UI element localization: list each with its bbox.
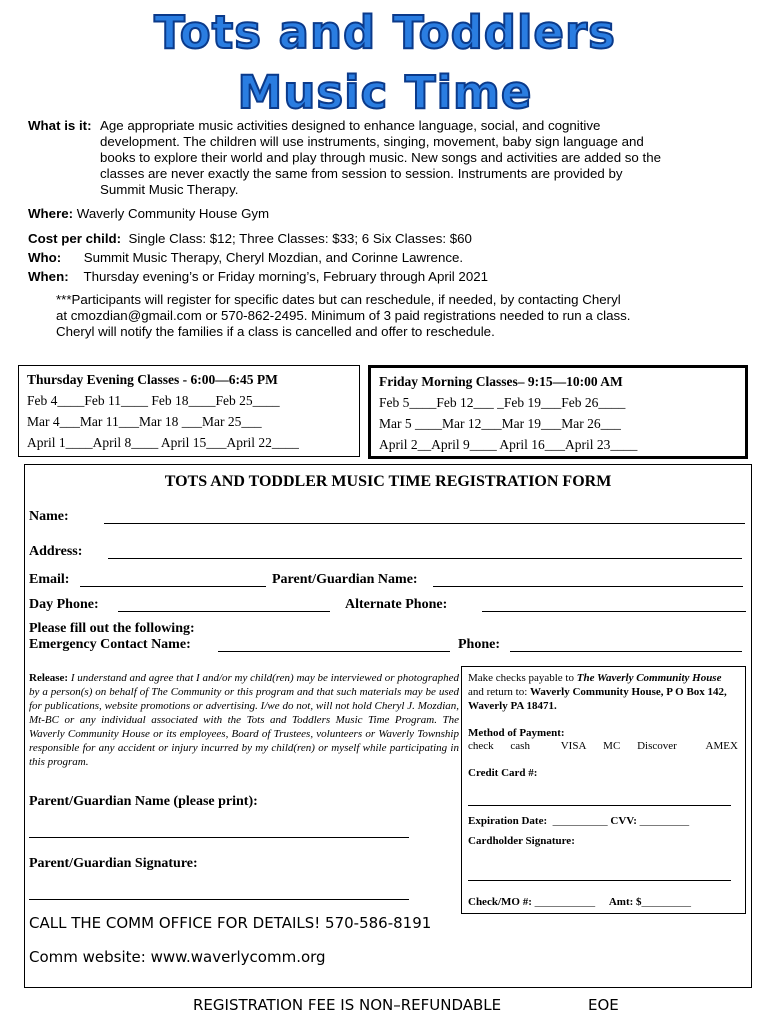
friday-row-feb[interactable]: Feb 5____Feb 12___ _Feb 19___Feb 26____ bbox=[379, 395, 626, 410]
address-label: Address: bbox=[29, 544, 83, 559]
credit-card-field[interactable] bbox=[468, 805, 731, 806]
thursday-row-apr[interactable]: April 1____April 8____ April 15___April 22____ bbox=[27, 435, 299, 450]
page-title-line2: Music Time bbox=[237, 66, 533, 119]
day-phone-field[interactable] bbox=[118, 611, 330, 612]
check-mo-field[interactable]: ___________ bbox=[534, 896, 596, 908]
payment-methods bbox=[468, 739, 738, 753]
cardholder-label: Cardholder Signature: bbox=[468, 835, 575, 847]
expiration-line: Expiration Date: __________ CVV: _________ bbox=[468, 815, 690, 827]
non-refundable-notice: REGISTRATION FEE IS NON–REFUNDABLE bbox=[193, 996, 502, 1014]
parent-name-field[interactable] bbox=[433, 586, 743, 587]
what-label: What is it: bbox=[28, 118, 92, 133]
method-label: Method of Payment: bbox=[468, 727, 565, 739]
thursday-schedule-box bbox=[18, 365, 360, 457]
email-label: Email: bbox=[29, 572, 70, 587]
address-field[interactable] bbox=[108, 558, 742, 559]
cvv-field[interactable]: _________ bbox=[639, 815, 690, 827]
method-visa[interactable]: VISA bbox=[560, 740, 587, 752]
expiration-field[interactable]: __________ bbox=[552, 815, 608, 827]
form-title: TOTS AND TODDLER MUSIC TIME REGISTRATION FORM bbox=[164, 473, 612, 490]
release-text: Release: I understand and agree that I and/or my child(ren) may be interviewed or photographed by a person(s) on behalf of The Community or this program and that such materials may be used for publications, website promotions or advertising. I/we do not, will not hold Cheryl J. Mozdian, Mt-BC or any individual associated with the Tots and Toddlers Music Time Program. The Waverly Community House or its employees, Board of Trustees, volunteers or Waverly Township responsible for any accident or injury incurred by my child(ren) or myself while participating in this program. bbox=[29, 672, 460, 768]
print-name-label: Parent/Guardian Name (please print): bbox=[29, 794, 258, 809]
emergency-name-field[interactable] bbox=[218, 651, 450, 652]
print-name-field[interactable] bbox=[29, 837, 409, 838]
method-mc[interactable]: MC bbox=[603, 740, 621, 752]
who-line: Who: Summit Music Therapy, Cheryl Mozdian, and Corinne Lawrence. bbox=[28, 250, 464, 265]
cost-line: Cost per child: Single Class: $12; Three Classes: $33; 6 Six Classes: $60 bbox=[28, 231, 472, 246]
signature-label: Parent/Guardian Signature: bbox=[29, 856, 198, 871]
day-phone-label: Day Phone: bbox=[29, 597, 99, 612]
thursday-row-mar[interactable]: Mar 4___Mar 11___Mar 18 ___Mar 25___ bbox=[27, 414, 262, 429]
check-mo-line: Check/MO #: ___________ Amt: $_________ bbox=[468, 896, 692, 908]
page-title-line1: Tots and Toddlers bbox=[154, 6, 616, 59]
what-text: Age appropriate music activities designed to enhance language, social, and cognitive development. The children will use instruments, singing, movement, baby sign language and books to explore their world and play through music. New songs and activities are added so the classes are never exactly the same from session to session. Instruments are provided by Summit Music Therapy. bbox=[100, 118, 662, 197]
thursday-header: Thursday Evening Classes - 6:00—6:45 PM bbox=[27, 372, 278, 387]
emergency-instruction: Please fill out the following: bbox=[29, 621, 195, 636]
call-office-text: CALL THE COMM OFFICE FOR DETAILS! 570-586-8191 bbox=[29, 914, 432, 932]
name-label: Name: bbox=[29, 509, 69, 524]
credit-card-label: Credit Card #: bbox=[468, 767, 538, 779]
cardholder-signature-field[interactable] bbox=[468, 880, 731, 881]
thursday-row-feb[interactable]: Feb 4____Feb 11____ Feb 18____Feb 25____ bbox=[27, 393, 280, 408]
eoe-notice: EOE bbox=[588, 996, 619, 1014]
note-line3: Cheryl will notify the families if a class is cancelled and offer to reschedule. bbox=[56, 324, 495, 339]
note-line2: at cmozdian@gmail.com or 570-862-2495. Minimum of 3 paid registrations needed to run a class. bbox=[56, 308, 631, 323]
friday-schedule-box bbox=[368, 365, 748, 459]
method-cash[interactable]: cash bbox=[510, 740, 530, 752]
method-discover[interactable]: Discover bbox=[637, 740, 677, 752]
name-field[interactable] bbox=[104, 523, 745, 524]
emergency-phone-label: Phone: bbox=[458, 637, 500, 652]
friday-header: Friday Morning Classes– 9:15—10:00 AM bbox=[379, 374, 623, 389]
emergency-name-label: Emergency Contact Name: bbox=[29, 637, 191, 652]
friday-row-mar[interactable]: Mar 5 ____Mar 12___Mar 19___Mar 26___ bbox=[379, 416, 621, 431]
amount-field[interactable]: _________ bbox=[641, 896, 692, 908]
method-amex[interactable]: AMEX bbox=[705, 740, 738, 752]
emergency-phone-field[interactable] bbox=[510, 651, 742, 652]
when-line: When: Thursday evening’s or Friday morning’s, February through April 2021 bbox=[28, 269, 489, 284]
friday-row-apr[interactable]: April 2__April 9____ April 16___April 23____ bbox=[379, 437, 638, 452]
note-line1: ***Participants will register for specific dates but can reschedule, if needed, by contacting Cheryl bbox=[56, 292, 621, 307]
email-field[interactable] bbox=[80, 586, 266, 587]
method-check[interactable]: check bbox=[468, 740, 494, 752]
signature-field[interactable] bbox=[29, 899, 409, 900]
alt-phone-label: Alternate Phone: bbox=[345, 597, 448, 612]
checks-payable-text: Make checks payable to The Waverly Community House and return to: Waverly Community House, P O Box 142, Waverly PA 18471. bbox=[468, 672, 727, 712]
where-line: Where: Waverly Community House Gym bbox=[28, 206, 270, 221]
parent-name-label: Parent/Guardian Name: bbox=[272, 572, 418, 587]
alt-phone-field[interactable] bbox=[482, 611, 746, 612]
website-text: Comm website: www.waverlycomm.org bbox=[29, 948, 326, 966]
